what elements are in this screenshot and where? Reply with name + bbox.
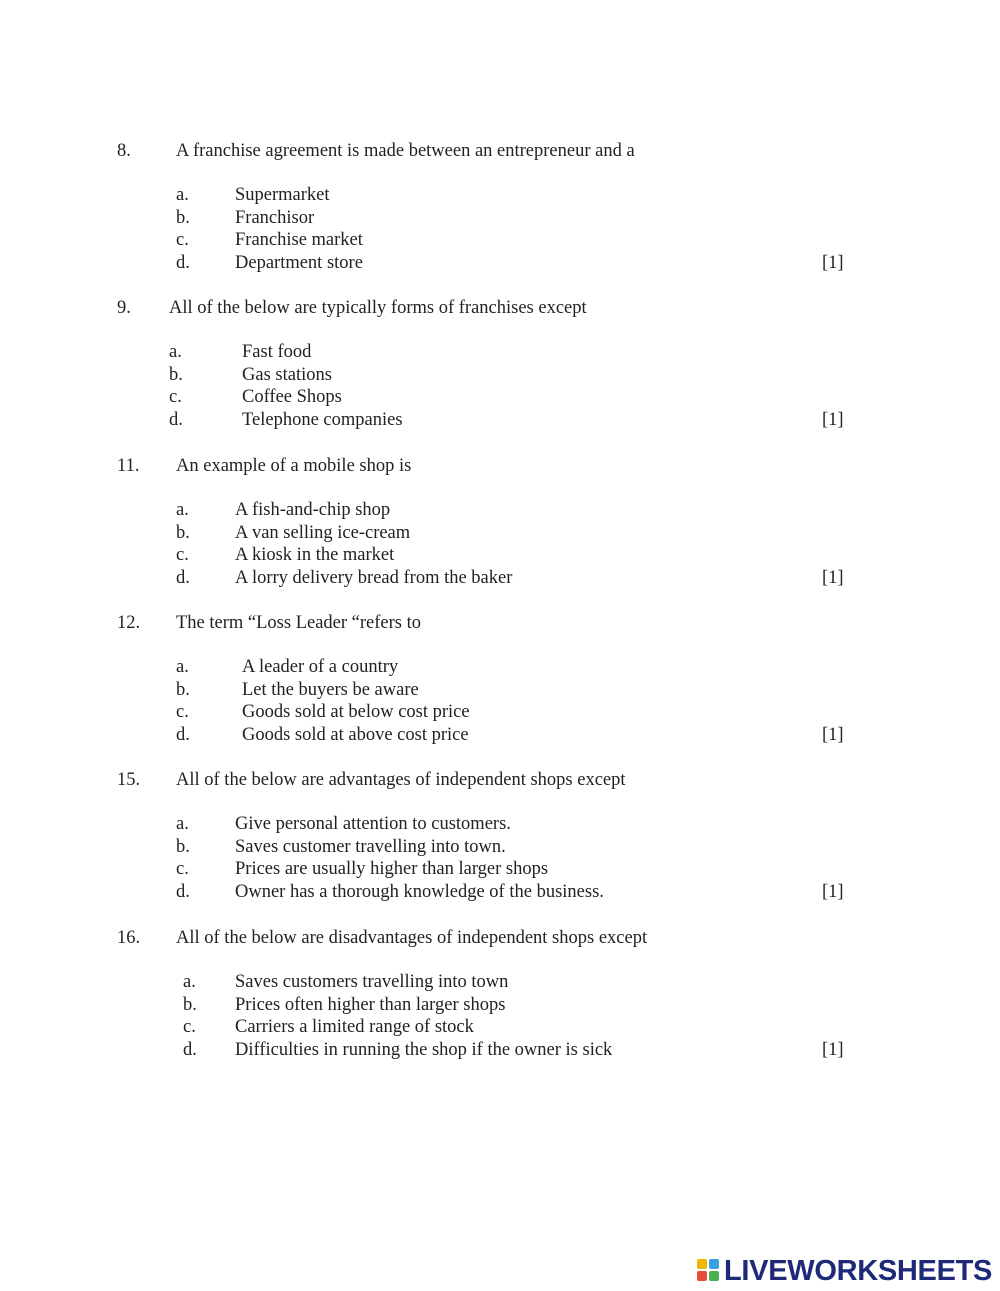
option-letter: d. [176,881,190,902]
option-c [0,1017,1000,1040]
mark-value: [1] [822,252,844,273]
option-text: Prices often higher than larger shops [235,994,506,1015]
option-text: A fish-and-chip shop [235,500,391,520]
mark-value: [1] [822,881,844,902]
option-text: Fast food [242,342,312,362]
option-letter: a. [176,657,189,677]
option-text: Goods sold at below cost price [242,702,470,723]
option-a [0,972,1000,995]
option-letter: b. [169,364,183,385]
option-b [0,995,1000,1018]
question-text: All of the below are advantages of independent shops except [176,770,626,790]
option-letter: d. [176,724,190,745]
option-letter: c. [169,387,182,408]
option-b [0,365,1000,388]
option-d [0,725,1000,748]
option-c [0,859,1000,882]
logo-text: LIVEWORKSHEETS [724,1255,993,1287]
question-text: The term “Loss Leader “refers to [176,613,421,633]
question-number: 9. [117,298,131,318]
option-c [0,545,1000,568]
option-text: Telephone companies [242,409,403,430]
option-letter: a. [176,185,189,205]
question-number: 11. [117,456,140,476]
liveworksheets-logo [697,1255,997,1287]
question-number: 16. [117,928,141,948]
question-text: A franchise agreement is made between an entrepreneur and a [176,141,635,161]
option-d [0,410,1000,433]
option-letter: c. [176,545,189,566]
option-letter: b. [176,522,190,543]
option-d [0,882,1000,905]
option-a [0,185,1000,208]
option-letter: d. [176,252,190,273]
mark-value: [1] [822,567,844,588]
question-number: 15. [117,770,141,790]
option-b [0,680,1000,703]
option-letter: c. [176,702,189,723]
option-letter: a. [183,972,196,992]
option-letter: d. [183,1039,197,1060]
option-text: Franchisor [235,207,315,228]
option-text: A lorry delivery bread from the baker [235,567,513,588]
question-number: 8. [117,141,131,161]
option-text: Prices are usually higher than larger shops [235,859,549,880]
option-c [0,387,1000,410]
option-b [0,837,1000,860]
option-text: Owner has a thorough knowledge of the business. [235,881,604,902]
option-text: Carriers a limited range of stock [235,1017,474,1038]
question-text: All of the below are typically forms of franchises except [169,298,587,318]
option-a [0,342,1000,365]
option-d [0,568,1000,591]
option-letter: c. [176,859,189,880]
option-letter: c. [176,230,189,251]
option-letter: d. [169,409,183,430]
option-text: A leader of a country [242,657,399,677]
option-letter: b. [176,207,190,228]
option-letter: a. [176,500,189,520]
option-d [0,1040,1000,1063]
option-letter: c. [183,1017,196,1038]
option-letter: a. [176,814,189,834]
option-letter: b. [176,836,190,857]
question-text: All of the below are disadvantages of independent shops except [176,928,648,948]
mark-value: [1] [822,724,844,745]
option-text: A kiosk in the market [235,545,395,566]
option-text: Goods sold at above cost price [242,724,469,745]
question-text: An example of a mobile shop is [176,456,412,476]
option-letter: d. [176,567,190,588]
option-a [0,814,1000,837]
option-text: A van selling ice-cream [235,522,411,543]
question-number: 12. [117,613,141,633]
option-text: Saves customer travelling into town. [235,836,506,857]
option-text: Give personal attention to customers. [235,814,511,834]
option-a [0,657,1000,680]
option-c [0,230,1000,253]
option-b [0,208,1000,231]
option-text: Saves customers travelling into town [235,972,509,992]
option-text: Franchise market [235,230,363,251]
logo-blocks-icon [697,1259,721,1283]
option-a [0,500,1000,523]
option-b [0,523,1000,546]
option-text: Department store [235,252,363,273]
mark-value: [1] [822,1039,844,1060]
option-letter: b. [183,994,197,1015]
option-text: Difficulties in running the shop if the owner is sick [235,1039,613,1060]
option-text: Supermarket [235,185,330,205]
option-c [0,702,1000,725]
option-text: Coffee Shops [242,387,342,408]
option-letter: b. [176,679,190,700]
option-text: Let the buyers be aware [242,679,419,700]
option-letter: a. [169,342,182,362]
mark-value: [1] [822,409,844,430]
option-text: Gas stations [242,364,332,385]
option-d [0,253,1000,276]
